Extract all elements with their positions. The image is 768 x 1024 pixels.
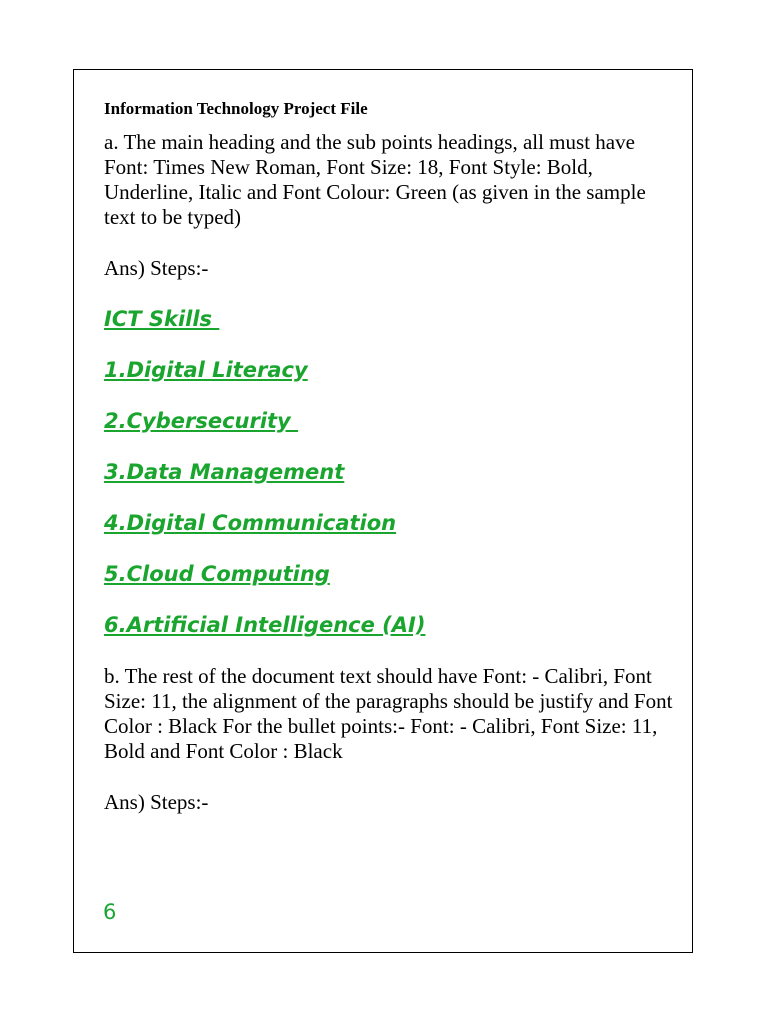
heading-digital-literacy: 1.Digital Literacy <box>104 358 308 382</box>
heading-list <box>104 307 674 638</box>
page-frame <box>73 69 693 953</box>
document-title: Information Technology Project File <box>104 99 368 118</box>
instruction-paragraph-a: a. The main heading and the sub points headings, all must have Font: Times New Roman, Font Size: 18, Font Style: Bold, Underline, Italic and Font Colour: Green (as given in the sample text to be typed) <box>104 130 646 229</box>
heading-artificial-intelligence: 6.Artificial Intelligence (AI) <box>104 613 426 637</box>
heading-cybersecurity: 2.Cybersecurity <box>104 409 299 433</box>
heading-ict-skills: ICT Skills <box>104 307 220 331</box>
page-number: 6 <box>103 900 117 924</box>
heading-cloud-computing: 5.Cloud Computing <box>104 562 330 586</box>
heading-digital-communication: 4.Digital Communication <box>104 511 397 535</box>
answer-steps-a: Ans) Steps:- <box>104 256 209 280</box>
instruction-paragraph-b: b. The rest of the document text should have Font: - Calibri, Font Size: 11, the alignment of the paragraphs should be justify and Font Color : Black For the bullet points:- Font: - Calibri, Font Size: 11, Bold and Font Color : Black <box>104 664 673 763</box>
answer-steps-b: Ans) Steps:- <box>104 790 209 814</box>
heading-data-management: 3.Data Management <box>104 460 345 484</box>
page-content <box>104 98 674 815</box>
